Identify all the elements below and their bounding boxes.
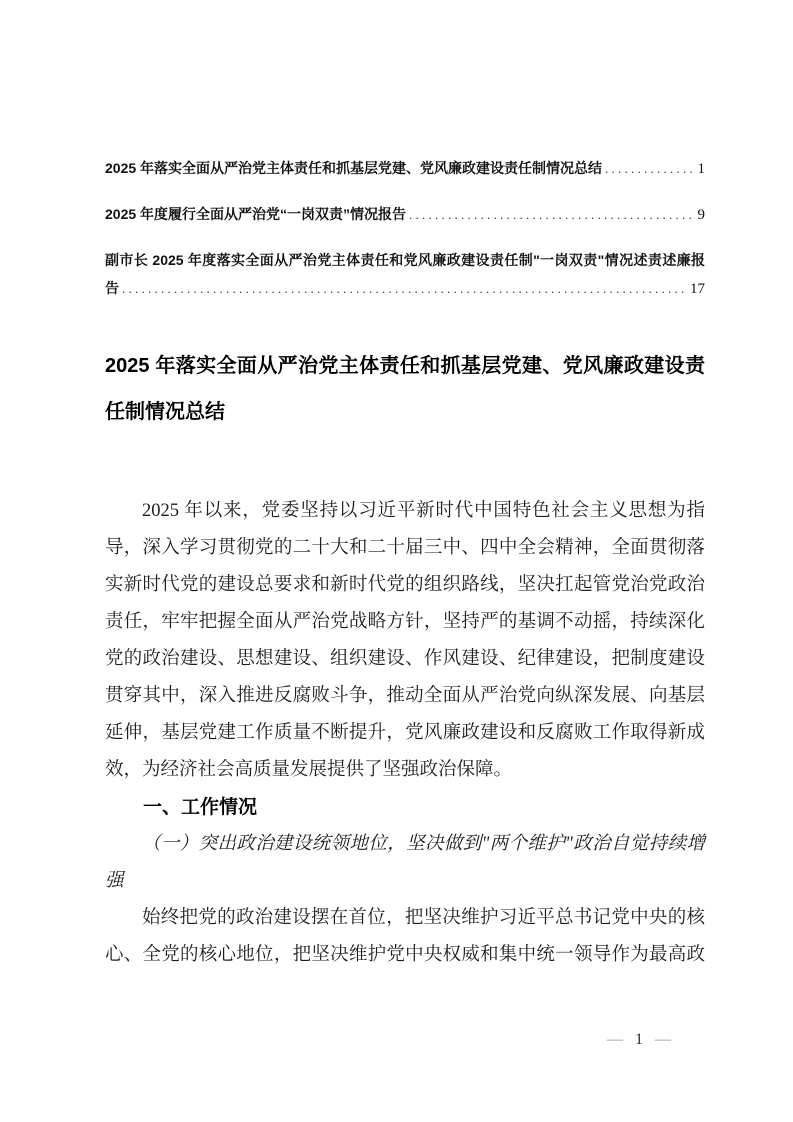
page-number: 1: [635, 1031, 643, 1048]
toc-dot-leader: [122, 275, 684, 303]
toc-entry-text: 2025 年落实全面从严治党主体责任和抓基层党建、党风廉政建设责任制情况总结: [105, 160, 603, 176]
body-line: 实新时代党的建设总要求和新时代党的组织路线，坚决扛起管党治党政治: [105, 575, 705, 595]
body-line: 导，深入学习贯彻党的二十大和二十届三中、四中全会精神，全面贯彻落: [105, 538, 705, 558]
toc-entry-2: [105, 200, 705, 229]
footer-dash-left: —: [607, 1031, 623, 1048]
document-title: [105, 343, 705, 435]
body-line: 党的政治建设、思想建设、组织建设、作风建设、纪律建设，把制度建设: [105, 649, 705, 669]
body-line: 贯穿其中，深入推进反腐败斗争，推动全面从严治党向纵深发展、向基层: [105, 686, 705, 706]
title-line: 2025 年落实全面从严治党主体责任和抓基层党建、党风廉政建设责: [105, 355, 705, 377]
body-line: 责任，牢牢把握全面从严治党战略方针，坚持严的基调不动摇，持续深化: [105, 612, 705, 632]
toc-page-number: 1: [697, 161, 705, 177]
section-1-heading: 一、工作情况: [143, 797, 258, 818]
body-line: 效，为经济社会高质量发展提供了坚强政治保障。: [105, 760, 513, 780]
title-line: 任制情况总结: [105, 401, 225, 423]
toc-entry-text: 2025 年度履行全面从严治党“一岗双责”情况报告: [105, 206, 407, 222]
toc-entry-text: 副市长 2025 年度落实全面从严治党主体责任和党风廉政建设责任制"一岗双责"情况述责述廉报: [105, 252, 705, 268]
toc-page-number: 9: [697, 207, 705, 223]
page-footer: [607, 1031, 671, 1049]
body-line: 2025 年以来，党委坚持以习近平新时代中国特色社会主义思想为指: [142, 501, 705, 521]
subheading-line: 强: [105, 871, 124, 891]
toc-page-number: 17: [690, 281, 705, 297]
body-line: 延伸，基层党建工作质量不断提升，党风廉政建设和反腐败工作取得新成: [105, 723, 705, 743]
toc-dot-leader: [605, 155, 691, 183]
toc-entry-text-continued: 告: [105, 280, 119, 296]
body-line: 始终把党的政治建设摆在首位，把坚决维护习近平总书记党中央的核: [142, 908, 705, 928]
footer-dash-right: —: [655, 1031, 671, 1048]
body-line: 心、全党的核心地位，把坚决维护党中央权威和集中统一领导作为最高政: [105, 945, 705, 965]
toc-entry-1: [105, 154, 705, 183]
intro-paragraph: [105, 493, 705, 789]
toc-dot-leader: [409, 201, 691, 229]
subsection-1-heading: [105, 826, 705, 900]
table-of-contents: [105, 154, 705, 303]
toc-entry-3: [105, 246, 705, 303]
paragraph-1: [105, 900, 705, 974]
subheading-line: （一）突出政治建设统领地位，坚决做到"两个维护"政治自觉持续增: [142, 834, 705, 854]
